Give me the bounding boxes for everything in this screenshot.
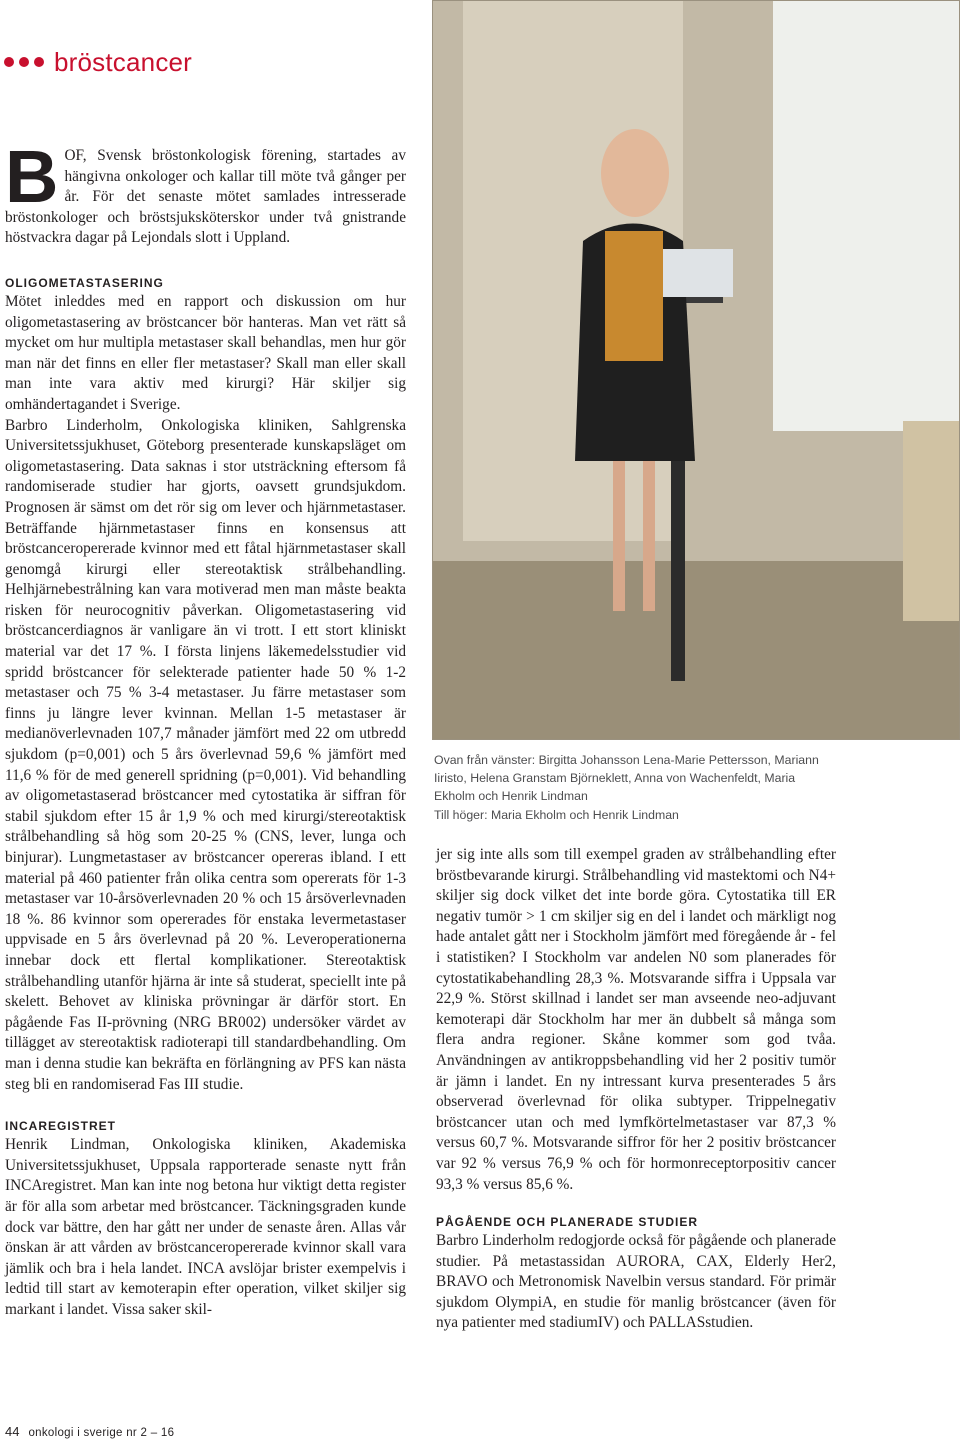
body-paragraph: Barbro Linderholm redogjorde också för pågående och planerade studier. På metastassidan AURORA, CAX, Elderly Her2, BRAVO och Metronomisk Navelbin versus standard. För primär sjukdom OlympiA, en studie för manlig bröstcancer (även för nya patienter med stadiumIV) och PALLASstudien. <box>436 1232 836 1332</box>
bullet-dots-icon <box>4 57 44 67</box>
drop-cap: B <box>5 135 59 218</box>
caption-line: Ovan från vänster: Birgitta Johansson Lena-Marie Pettersson, Mariann Iiristo, Helena Granstam Björneklett, Anna von Wachenfeldt, Maria Ekholm och Henrik Lindman <box>434 753 819 804</box>
body-paragraph: Mötet inleddes med en rapport och diskussion om hur oligometastasering av bröstcancer bör hanteras. Man vet rätt så mycket om hur multipla metastaser skall behandlas, men hur gör man när det finns en eller fler metastaser? Skall man eller skall man inte vara aktiv med kirurgi? Här skiljer sig omhändertagandet i Sverige. <box>5 292 406 413</box>
body-paragraph: Barbro Linderholm, Onkologiska kliniken, Sahlgrenska Universitetssjukhuset, Göteborg presenterade kunskapsläget om oligometastasering. Data saknas i stor utsträckning eftersom få randomiserade studier har gjorts, oavsett grundsjukdom. Prognosen är sämst om det rör sig om lever och hjärnmetastaser. Beträffande hjärnmetastaser finns en konsensus att bröstcanceropererade kvinnor med ett fåtal hjärnmetastaser skall genomgå kirurgi eller stereotaktisk strålbehandling. Helhjärnebestrålning kan vara motiverad men man måste beakta risken för neurocognitiv påverkan. Oligometastasering vid bröstcancerdiagnos är vanligare än vi trott. I ett stort kliniskt material var det 17 %. I första linjens läkemedelsstudier vid spridd bröstcancer för selekterade patienter hade 50 % 1-2 metastaser och 75 % 3-4 metastaser. Ju färre metastaser som finns ju längre lever kvinnan. Mellan 1-5 metastaser är medianöverlevnaden 107,7 månader jämfört med 22 om utbredd sjukdom (p=0,001) och 5 års överlevnad 59,6 % jämfört med 11,6 % för de med generell spridning (p=0,001). Vid behandling av oligometastaserad bröstcancer med cytostatika är siffran för stabil sjukdom efter 15 år 1,9 % och med kirurgi/stereotaktisk strålbehandling så hög som 20-25 % (CNS, lever, lunga och binjurar). Lungmetastaser av bröstcancer opereras ibland. I ett material på 460 patienter från olika centra som opererats för 1-3 metastaser var 10-årsöverlevnaden 20 % och 15 årsöverlevnaden 18 %. 86 kvinnor som opererades för enstaka levermetastaser uppvisade en 5 års överlevnad på 20 %. Leveroperationerna innebar dock ett flertal komplikationer. Stereotaktisk strålbehandling utanför hjärna är inte så studerat, speciellt inte på skelett. Behovet av kliniska prövningar är därför stort. En pågående Fas II-prövning (NRG BR002) undersöker värdet av tillägget av stereotaktisk radioterapi till standardbehandling. Om man i denna studie kan bekräfta en förlängning av PFS kan nästa steg bli en randomiserad Fas III studie. <box>5 416 406 1093</box>
left-column <box>5 135 406 1320</box>
page-number: 44 <box>5 1424 20 1439</box>
section-heading: PÅGÅENDE OCH PLANERADE STUDIER <box>436 1215 699 1230</box>
right-column <box>436 845 836 1334</box>
article-photo <box>432 0 960 740</box>
intro-paragraph <box>5 135 406 249</box>
photo-placeholder-image <box>433 1 960 740</box>
section-header <box>4 42 192 82</box>
page-footer <box>5 1424 174 1439</box>
body-paragraph: Henrik Lindman, Onkologiska kliniken, Akademiska Universitetssjukhuset, Uppsala rapporterade senaste nytt från INCAregistret. Man kan inte nog betona hur viktigt detta register är för alla som arbetar med bröstcancer. Täckningsgraden kunde dock var bättre, den har gått ner under de senaste åren. Allas vår önskan är att vården av bröstcanceropererade kvinnor skall vara jämlik och bra i hela landet. INCA avslöjar brister exempelvis i ledtid till start av kemoterapin efter operation, vilket skiljer sig markant i landet. Vissa saker skil- <box>5 1136 406 1318</box>
photo-caption <box>434 751 834 824</box>
section-heading: INCAREGISTRET <box>5 1119 117 1134</box>
caption-line: Till höger: Maria Ekholm och Henrik Lindman <box>434 807 679 822</box>
body-paragraph: jer sig inte alls som till exempel graden av strålbehandling efter bröstbevarande kirurgi. Strålbehandling vid mastektomi och N4+ skiljer sig dock vilket det inte borde göra. Cytostatika till ER negativ tumör > 1 cm skiljer sig en del i landet och märkligt nog hade antalet gått ner i Stockholm jämfört med föregående år - fel i statistiken? I Stockholm var andelen N0 som planerades för cytostatikabehandling 28,3 %. Motsvarande siffra i Uppsala var 22,9 %. Störst skillnad i landet ser man avseende neo-adjuvant kemoterapi där Stockholm har mer än dubbelt så många som flera andra regioner. Skåne kommer som god tvåa. Användningen av antikroppsbehandling vid her 2 positiv tumör är jämn i landet. En ny intressant kurva presenterades 5 års observerad överlevnad för olika subtyper. Trippelnegativ bröstcancer utan och med lymfkörtelmetastaser var 87,3 % versus 60,7 %. Motsvarande siffror för her 2 positiv bröstcancer var 92 % versus 76,9 % och för hormonreceptorpositiv cancer 93,3 % versus 85,6 %. <box>436 846 836 1193</box>
journal-name: onkologi i sverige nr 2 – 16 <box>28 1427 175 1439</box>
section-heading: OLIGOMETASTASERING <box>5 275 164 290</box>
section-title: bröstcancer <box>54 46 193 77</box>
intro-text: OF, Svensk bröstonkologisk förening, startades av hängivna onkologer och kallar till möte två gånger per år. För det senaste mötet samlades intresserade bröstonkologer och bröstsjuksköterskor under två gnistrande höstvackra dagar på Lejondals slott i Uppland. <box>5 147 406 247</box>
